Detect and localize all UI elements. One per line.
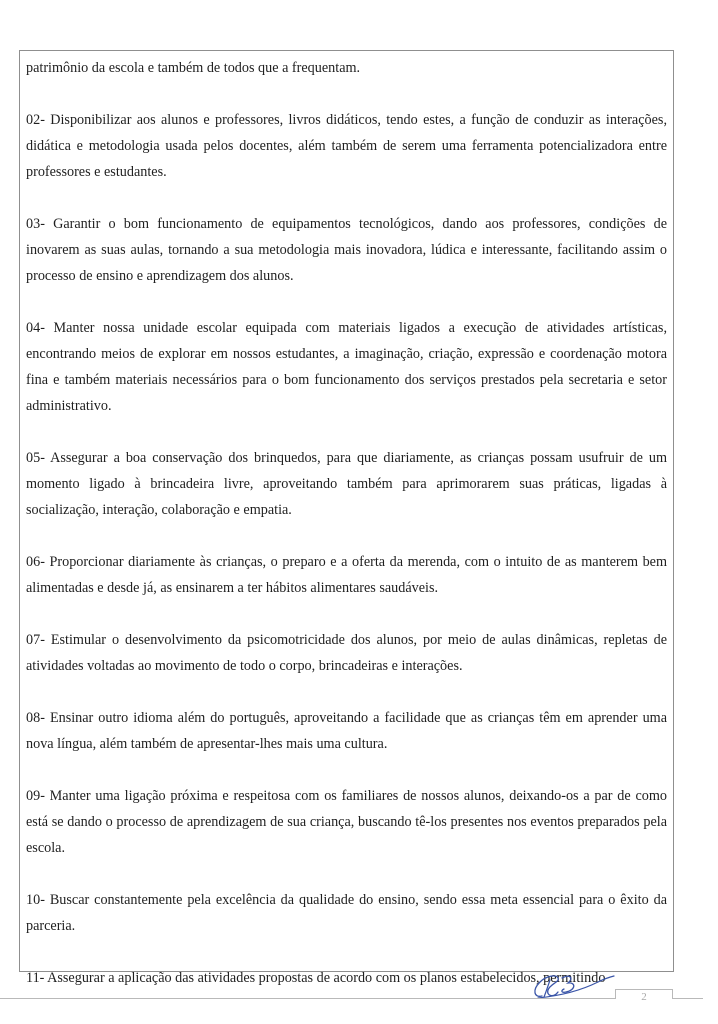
list-item-07: 07- Estimular o desenvolvimento da psicomotricidade dos alunos, por meio de aulas dinâmicas, repletas de atividades voltadas ao movimento de todo o corpo, brincadeiras e interações. <box>26 632 667 674</box>
content-frame <box>19 50 674 986</box>
list-item-05: 05- Assegurar a boa conservação dos brinquedos, para que diariamente, as crianças possam usufruir de um momento ligado à brincadeira livre, aproveitando também para aprimorarem suas práticas, ligadas à socialização, interação, colaboração e empatia. <box>26 450 667 518</box>
list-item-02: 02- Disponibilizar aos alunos e professores, livros didáticos, tendo estes, a função de conduzir as interações, didática e metodologia usada pelos docentes, além também de serem uma ferramenta potencializadora entre professores e estudantes. <box>26 112 667 180</box>
page-number: 2 <box>641 991 647 1003</box>
list-item-09: 09- Manter uma ligação próxima e respeitosa com os familiares de nossos alunos, deixando-os a par de como está se dando o processo de aprendizagem de sua criança, buscando tê-los presentes nos eventos preparados pela escola. <box>26 788 667 856</box>
list-item-10: 10- Buscar constantemente pela excelência da qualidade do ensino, sendo essa meta essencial para o êxito da parceria. <box>26 892 667 934</box>
list-item-03: 03- Garantir o bom funcionamento de equipamentos tecnológicos, dando aos professores, condições de inovarem as suas aulas, tornando a sua metodologia mais inovadora, lúdica e interessante, facilitando assim o processo de ensino e aprendizagem dos alunos. <box>26 216 667 284</box>
list-item-04: 04- Manter nossa unidade escolar equipada com materiais ligados a execução de atividades artísticas, encontrando meios de explorar em nossos estudantes, a imaginação, criação, expressão e coordenação motora fina e também materiais necessários para o bom funcionamento dos serviços prestados pela secretaria e setor administrativo. <box>26 320 667 414</box>
footer-divider-right <box>673 998 703 999</box>
list-item-08: 08- Ensinar outro idioma além do português, aproveitando a facilidade que as crianças têm em aprender uma nova língua, além também de apresentar-lhes mais uma cultura. <box>26 710 667 752</box>
list-item-06: 06- Proporcionar diariamente às crianças, o preparo e a oferta da merenda, com o intuito de as manterem bem alimentadas e desde já, as ensinarem a ter hábitos alimentares saudáveis. <box>26 554 667 596</box>
intro-paragraph: patrimônio da escola e também de todos que a frequentam. <box>26 60 361 76</box>
list-item-11: 11- Assegurar a aplicação das atividades propostas de acordo com os planos estabelecidos, permitindo <box>26 970 606 986</box>
footer-divider-left <box>0 998 615 999</box>
